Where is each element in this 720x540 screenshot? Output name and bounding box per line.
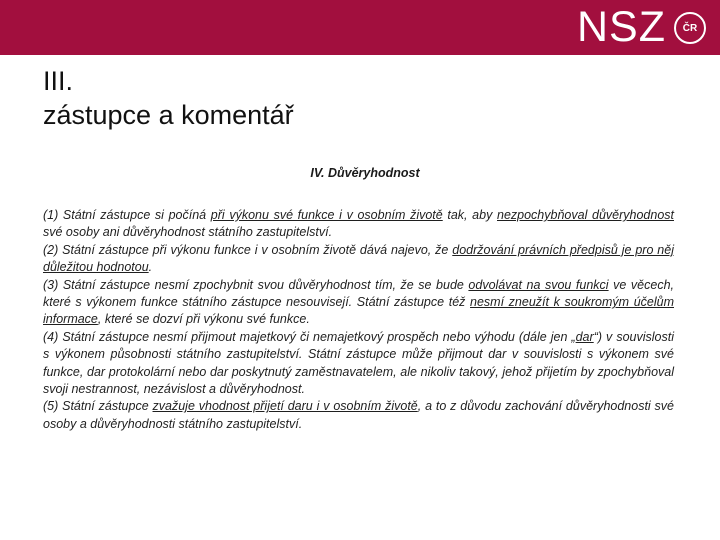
underlined-phrase: nezpochybňoval důvěryhodnost	[497, 208, 674, 222]
text-run: .	[148, 260, 153, 275]
text-run: (4) Státní zástupce nesmí přijmout majetkový či nemajetkový prospěch nebo výhodu (dále jen „	[43, 329, 576, 344]
text-run: (5) Státní zástupce	[43, 399, 153, 414]
top-banner	[0, 0, 720, 55]
section-heading	[0, 166, 720, 180]
text-run: , a to z důvodu zachování důvěryhodnosti své osoby a důvěryhodnosti státního zastupitelství.	[43, 399, 675, 431]
text-run: ve věcech, které s výkonem funkce státního zástupce nesouvisejí. Státní zástupce též	[43, 277, 675, 310]
paragraph	[43, 207, 674, 242]
underlined-phrase: dar	[575, 329, 594, 344]
paragraph	[43, 329, 674, 399]
text-run: své osoby ani důvěryhodnost státního zastupitelství.	[43, 225, 333, 240]
text-run: (2) Státní zástupce při výkonu funkce i v osobním životě dává najevo, že	[43, 242, 453, 257]
paragraph	[43, 398, 674, 433]
title-line-1: III.	[43, 66, 74, 96]
text-run: , které se dozví při výkonu své funkce.	[97, 312, 310, 327]
text-run: (3) Státní zástupce nesmí zpochybnit svou důvěryhodnost tím, že se bude	[43, 277, 469, 292]
body-text	[43, 207, 674, 433]
text-run: “) v souvislosti s výkonem působnosti státního zastupitelství. Státní zástupce může přijmout dar v souvislosti s výkonem své funkce, dar protokolární nebo dar poskytnutý zaměstnavatelem, ale nikoliv takový, jehož přijetím by zpochybňoval svoji nestrannost, nezávislost a důvěryhodnost.	[43, 329, 674, 397]
underlined-phrase: nesmí zneužít k soukromým účelům informace	[43, 295, 674, 327]
text-run: tak, aby	[442, 208, 497, 222]
underlined-phrase: odvolávat na svou funkci	[468, 277, 609, 292]
underlined-phrase: zvažuje vhodnost přijetí daru i v osobním životě	[152, 399, 418, 414]
logo-badge: ČR	[674, 12, 706, 44]
paragraph	[43, 242, 674, 277]
text-run: (1) Státní zástupce si počíná	[43, 208, 211, 222]
section-heading-text: IV. Důvěryhodnost	[310, 166, 420, 180]
slide-title	[43, 64, 294, 132]
title-line-2: zástupce a komentář	[43, 100, 294, 130]
paragraph	[43, 277, 674, 329]
nsz-logo	[577, 3, 706, 51]
underlined-phrase: při výkonu své funkce i v osobním životě	[210, 208, 443, 222]
underlined-phrase: dodržování právních předpisů je pro něj důležitou hodnotou	[43, 242, 674, 275]
logo-text: NSZ	[577, 3, 666, 51]
